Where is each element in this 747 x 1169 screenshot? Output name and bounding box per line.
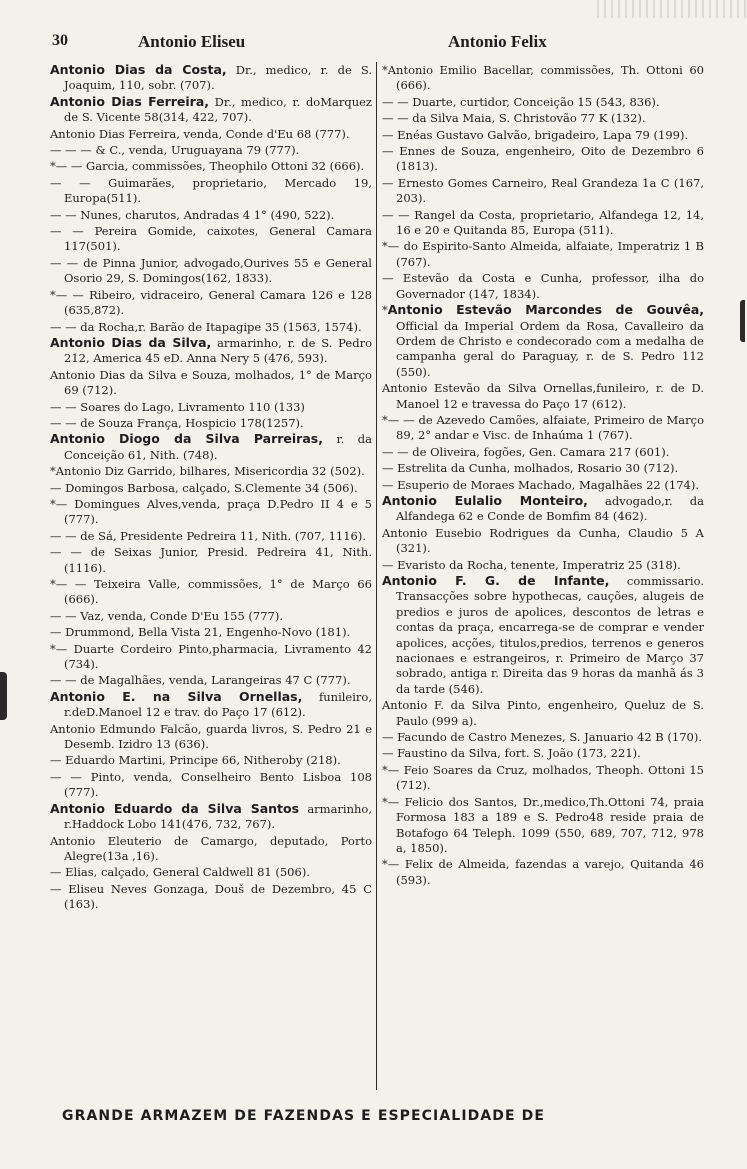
running-head-right: Antonio Felix [448,32,547,51]
entry-name: Antonio Dias da Silva, [50,334,212,350]
entry-text: r. da Conceição 61, Nith. (748). [64,432,372,462]
entry-text: — Feio Soares da Cruz, molhados, Theoph. Ottoni 15 (712). [387,762,704,793]
entry-text: — — de Azevedo Camões, alfaiate, Primeiro de Março 89, 2° andar e Visc. de Inhaúma 1 (767). [387,412,704,443]
entry-text: — Facundo de Castro Menezes, S. Januario 42 B (170). [382,730,702,745]
right-column [382,62,704,1092]
directory-entry [382,856,704,888]
directory-entry [50,769,372,801]
entry-marker: * [50,159,56,174]
entry-marker: * [50,641,56,656]
entry-text: — Enéas Gustavo Galvão, brigadeiro, Lapa 79 (199). [382,127,689,142]
entry-marker: * [50,287,56,302]
directory-entry [50,864,372,880]
directory-entry [50,367,372,399]
entry-marker: * [50,464,56,479]
entry-marker: * [382,412,388,427]
directory-entry [382,729,704,745]
entry-text: — — Vaz, venda, Conde D'Eu 155 (777). [50,608,283,623]
entry-text: Antonio Dias da Silva e Souza, molhados, 1° de Março 69 (712). [50,367,372,398]
entry-name: Antonio Diogo da Silva Parreiras, [50,431,323,447]
entry-text: Antonio Eleuterio de Camargo, deputado, Porto Alegre(13a ,16). [50,833,372,863]
entry-text: Antonio Emilio Bacellar, commissões, Th. Ottoni 60 (666). [387,63,704,93]
entry-text: — Drummond, Bella Vista 21, Engenho-Novo (181). [50,625,351,640]
entry-text: funileiro, r.deD.Manoel 12 e trav. do Paço 17 (612). [64,689,372,720]
directory-entry [50,207,372,223]
directory-entry [382,477,704,493]
directory-entry [50,319,372,335]
entry-text: — — de Souza França, Hospicio 178(1257). [50,415,304,430]
column-divider [376,62,377,1090]
directory-entry [50,544,372,576]
entry-name: Antonio F. G. de Infante, [382,573,610,588]
directory-entry [382,412,704,444]
entry-name: Antonio Dias da Costa, [50,62,227,77]
entry-name: Antonio E. na Silva Ornellas, [50,688,303,704]
entry-text: — — Guimarães, proprietario, Mercado 19, Europa(511). [50,175,372,206]
entry-text: — Estevão da Costa e Cunha, professor, ilha do Governador (147, 1834). [382,271,704,301]
entry-text: — Domingos Barbosa, calçado, S.Clemente 34 (506). [50,480,358,495]
entry-text: — Evaristo da Rocha, tenente, Imperatriz 25 (318). [382,557,681,572]
footer-advertisement: GRANDE ARMAZEM DE FAZENDAS E ESPECIALIDADE DE [62,1108,546,1124]
directory-entry [50,399,372,415]
directory-entry [382,460,704,476]
entry-name: Antonio Dias Ferreira, [50,93,210,109]
entry-text: — — de Magalhães, venda, Larangeiras 47 C (777). [50,673,351,688]
entry-text: — Elias, calçado, General Caldwell 81 (506). [50,865,310,880]
directory-entry [50,287,372,319]
directory-entry [50,833,372,865]
entry-text: Antonio Eusebio Rodrigues da Cunha, Claudio 5 A (321). [382,525,704,556]
directory-entry [382,493,704,525]
directory-entry [382,573,704,697]
entry-text: — — Pereira Gomide, caixotes, General Camara 117(501). [50,224,372,254]
directory-entry [382,94,704,110]
directory-entry [50,175,372,207]
directory-entry [382,794,704,857]
directory-entry [382,175,704,207]
directory-entry [50,881,372,913]
directory-entry [50,752,372,768]
directory-entry [382,557,704,573]
directory-entry [382,62,704,94]
directory-entry [50,801,372,833]
directory-entry [50,431,372,463]
directory-entry [50,624,372,640]
directory-entry [50,255,372,287]
entry-text: Antonio Dias Ferreira, venda, Conde d'Eu 68 (777). [50,126,350,141]
entry-text: — Faustino da Silva, fort. S. João (173, 221). [382,746,641,761]
directory-entry [50,142,372,158]
entry-text: — — Garcia, commissões, Theophilo Ottoni 32 (666). [55,159,365,174]
entry-marker: * [382,239,388,254]
entry-text: — — de Seixas Junior, Presid. Pedreira 41, Nith. (1116). [50,545,372,575]
entry-text: — Estrelita da Cunha, molhados, Rosario 30 (712). [382,461,679,476]
directory-entry [382,697,704,729]
directory-entry [382,110,704,126]
binding-mark-left [0,672,7,720]
directory-entry [50,576,372,608]
entry-marker: * [382,857,388,872]
directory-entry [50,62,372,94]
entry-text: Antonio Estevão da Silva Ornellas,funileiro, r. de D. Manoel 12 e travessa do Paço 17 (612). [382,381,704,411]
directory-entry [50,641,372,673]
directory-entry [50,608,372,624]
entry-marker: * [50,577,56,591]
directory-entry [50,721,372,753]
directory-entry [50,672,372,688]
entry-text: Antonio F. da Silva Pinto, engenheiro, Queluz de S. Paulo (999 a). [382,698,704,728]
directory-entry [50,415,372,431]
directory-entry [50,463,372,479]
directory-entry [50,335,372,367]
entry-text: — Esuperio de Moraes Machado, Magalhães 22 (174). [382,477,699,492]
entry-text: — Ernesto Gomes Carneiro, Real Grandeza 1a C (167, 203). [382,175,704,206]
entry-text: — — de Sá, Presidente Pedreira 11, Nith. (707, 1116). [50,528,367,543]
directory-entry [50,528,372,544]
entry-text: Dr., medico, r. doMarquez de S. Vicente 58(314, 422, 707). [64,94,372,125]
directory-entry [382,238,704,270]
entry-text: Dr., medico, r. de S. Joaquim, 110, sobr. (707). [64,63,372,93]
entry-text: — Domingues Alves,venda, praça D.Pedro II 4 e 5 (777). [55,496,372,527]
entry-marker: * [382,303,388,318]
page-number: 30 [52,32,68,49]
entry-name: Antonio Eduardo da Silva Santos [50,800,300,816]
entry-text: — — — & C., venda, Uruguayana 79 (777). [50,143,300,158]
directory-entry [382,302,704,380]
directory-entry [382,143,704,175]
entry-text: — Felix de Almeida, fazendas a varejo, Quitanda 46 (593). [387,857,704,887]
directory-entry [382,525,704,557]
directory-entry [50,689,372,721]
entry-text: — — Nunes, charutos, Andradas 4 1° (490, 522). [50,207,335,222]
binding-mark-right [740,300,745,342]
entry-text: Antonio Diz Garrido, bilhares, Misericordia 32 (502). [55,464,365,479]
directory-entry [382,127,704,143]
entry-text: Official da Imperial Ordem da Rosa, Cavalleiro da Ordem de Christo e condecorado com a medalha de campanha geral do Paraguay, r. de S. Pedro 112 (550). [396,318,704,379]
entry-marker: * [50,496,56,511]
directory-entry [382,745,704,761]
page-header [0,32,747,56]
entry-text: — Felicio dos Santos, Dr.,medico,Th.Ottoni 74, praia Formosa 183 a 189 e S. Pedro48 reside praia de Botafogo 64 Teleph. 1099 (550, 689, 707, 712, 978 a, 1850). [387,794,704,855]
entry-text: — do Espirito-Santo Almeida, alfaiate, Imperatriz 1 B (767). [387,239,704,269]
running-head-left: Antonio Eliseu [138,32,246,51]
entry-text: — — Soares do Lago, Livramento 110 (133) [50,399,305,414]
entry-text: — — Pinto, venda, Conselheiro Bento Lisboa 108 (777). [50,769,372,800]
left-column [50,62,372,1092]
entry-text: armarinho, r. de S. Pedro 212, America 45 eD. Anna Nery 5 (476, 593). [64,335,372,366]
entry-text: — — Rangel da Costa, proprietario, Alfandega 12, 14, 16 e 20 e Quitanda 85, Europa (511). [382,207,704,238]
entry-text: — Ennes de Souza, engenheiro, Oito de Dezembro 6 (1813). [382,144,704,174]
entry-text: — — da Silva Maia, S. Christovão 77 K (132). [382,111,646,126]
entry-marker: * [382,762,388,777]
directory-entry [382,380,704,412]
entry-text: — Duarte Cordeiro Pinto,pharmacia, Livramento 42 (734). [55,641,372,672]
directory-entry [382,270,704,302]
directory-entry [50,223,372,255]
entry-text: — — Teixeira Valle, commissões, 1° de Março 66 (666). [55,577,372,607]
entry-text: — — de Oliveira, fogões, Gen. Camara 217 (601). [382,444,670,459]
entry-name: Antonio Eulalio Monteiro, [382,492,588,508]
directory-entry [382,762,704,794]
entry-name: Antonio Estevão Marcondes de Gouvêa, [387,302,704,318]
directory-entry [382,444,704,460]
entry-text: Antonio Edmundo Falcão, guarda livros, S. Pedro 21 e Desemb. Izidro 13 (636). [50,721,372,752]
entry-marker: * [382,63,388,77]
directory-entry [382,207,704,239]
entry-text: — — Duarte, curtidor, Conceição 15 (543, 836). [382,94,660,109]
page-edge-stain [597,0,747,18]
directory-entry [50,94,372,126]
directory-entry [50,480,372,496]
entry-text: advogado,r. da Alfandega 62 e Conde de Bomfim 84 (462). [396,493,704,524]
entry-text: armarinho, r.Haddock Lobo 141(476, 732, 767). [64,801,372,832]
directory-entry [50,496,372,528]
directory-entry [50,158,372,174]
entry-text: — — Ribeiro, vidraceiro, General Camara 126 e 128 (635,872). [55,287,372,318]
entry-text: — Eduardo Martini, Principe 66, Nitheroby (218). [50,753,341,768]
entry-text: — Eliseu Neves Gonzaga, Douš de Dezembro, 45 C (163). [50,881,372,912]
entry-marker: * [382,794,388,809]
directory-entry [50,126,372,142]
entry-text: commissario. Transacções sobre hypothecas, cauções, alugeis de predios e juros de apolices, descontos de letras e contas da praça, encarrega-se de comprar e vender apolices, acções, titulos,predios, terrenos e generos nacionaes e estrangeiros, r. Primeiro de Março 37 sobrado, antiga r. Direita das 9 horas da manhã ás 3 da tarde (546). [396,574,704,696]
entry-text: — — de Pinna Junior, advogado,Ourives 55 e General Osorio 29, S. Domingos(162, 1833). [50,255,372,286]
entry-text: — — da Rocha,r. Barão de Itapagipe 35 (1563, 1574). [50,319,362,334]
